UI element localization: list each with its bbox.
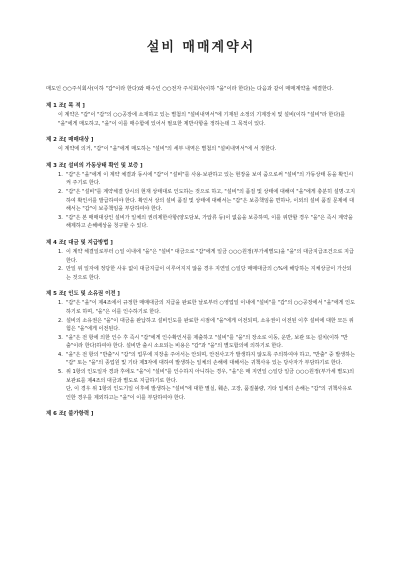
article-4-item: 1. 이 계약 체결일로부터 ○일 이내에 "을"은 "설비" 대금으로 "갑"에게 일금 ○○○원정(부가세별도)을 "을"의 대금지급조건으로 지급한다. (58, 248, 354, 264)
article-5-item: 3. "을"은 전 항에 의한 인수 후 즉시 "갑"에게 인수확인서를 제출하고 "설비"를 "을"의 장소로 이동, 운반, 보관 또는 설치(이하 "반출"이라 한다)하여야 한다. 설비반 출시 소요되는 비용은 "갑"과 "을"의 별도합의에 의하기로 한다. (58, 334, 348, 350)
article-1-body: 이 계약은 "갑"이 "갑"의 ○○공장에 소재하고 있는 별첨의 "설비내역서"에 기재된 소정의 기계장치 및 설비(이하 "설비"라 한다)를 "을"에게 매도하고, "을"이 이를 매수함에 있어서 필요한 제반사항을 정하는데 그 목적이 있다. (58, 112, 346, 127)
article-3-item: 2. "갑"은 "설비"를 계약체결 당시의 현재 상태대로 인도하는 것으로 하고, "설비"의 품질 및 상태에 대해여 "을"에게 충분히 설명·고지하여 확인서를 발급하여야 한다. 확인서 상의 설비 품질 및 상태에 대해서는 "갑"은 보증책임을 면하나, 이외의 설비 품질 문제에 대해서는 "갑"이 보증책임을 부담하여야 한다. (58, 188, 355, 213)
article-5-title: 제 5 조[ 인도 및 소유권 이전 ] (46, 291, 120, 298)
article-2-title: 제 2 조[ 매매대상 ] (46, 137, 94, 144)
article-5-item: 4. "을"은 전 항의 "반출"시 "갑"의 업무에 지장을 주어서는 안되며, 안전사고가 발생하지 않도록 주의하여야 하고, "반출" 중 발생하는 "갑" 또는 "을"의 종업원 및 기타 제3자에 대하여 발생하는 일체의 손해에 대해서는 귀책사유 있는 당사자가 부담하기로 한다. (58, 351, 355, 367)
intro-paragraph: 매도인 ○○주식회사(이하 "갑"이라 한다)와 매수인 ○○전자 주식회사(이하 "을"이라 한다)는 다음과 같이 매매계약을 체결한다. (46, 86, 334, 92)
article-3-item: 1. "갑"은 "을"에게 이 계약 체결과 동시에 "갑"이 "설비"를 사용·보관하고 있는 현장을 보여 줌으로써 "설비"의 가동상태 등을 확인시켜 주기로 한다. (58, 171, 354, 187)
article-5-item: 2. 설비의 소유권은 "을"이 대금을 완납하고 설비인도를 완료한 시점에 "을"에게 이전되며, 소유권이 이전된 이후 설비에 대한 모든 위험은 "을"에게 이전된다. (58, 317, 354, 333)
article-3-title: 제 3 조[ 설비의 가동상태 확인 및 보증 ] (46, 162, 143, 169)
article-1-title: 제 1 조[ 목 적 ] (46, 103, 85, 109)
article-4-title: 제 4 조[ 대금 및 지급방법 ] (46, 239, 113, 246)
article-5-note: 단, 이 경우 위 1항의 인도기일 이후에 발생하는 "설비"에 대한 멸실, 훼손, 고장, 품질불량, 기타 일체의 손해는 "갑"의 귀책사유로 인한 경우를 제외하고는 "을"이 이를 부담하여야 한다. (66, 386, 353, 401)
article-5-item: 1. "갑"은 "을"이 제4조에서 규정한 매매대금의 지급을 완료한 날로부터 ○영업일 이내에 "설비"를 "갑"의 ○○공장에서 "을"에게 인도하기로 하며, "을"은 이를 인수하기로 한다. (58, 300, 356, 315)
article-6-title: 제 6 조[ 불가항력 ] (46, 411, 94, 418)
article-2-body: 이 계약에 의거, "갑"이 "을"에게 매도하는 "설비"의 세부 내역은 별첨의 "설비내역서"에 서 정한다. (58, 146, 277, 153)
article-3-item: 3. "갑"은 본 매매대상인 설비가 일체의 권리제한사항(양도담보, 가압류 등)이 없음을 보증하며, 이를 위반할 경우 "을"은 즉시 계약을 해제하고 손해배상을 청구할 수 있다. (58, 214, 353, 230)
document-title: 설비 매매계약서 (146, 40, 256, 55)
article-4-item: 2. 만일 위 일자에 정당한 사유 없이 대금지급이 이루어지지 않을 경우 지연일 ○일당 매매대금의 ○%에 해당하는 지체상금이 가산되는 것으로 한다. (58, 266, 352, 281)
article-5-item: 5. 위 1항의 인도일자 경과 후에도 "을"이 "설비"를 인수하지 아니하는 경우, "을"은 매 지연일 ○일당 일금 ○○○원정(부가세 별도)의 보관료를 제4조의 대금과 별도로 지급하기로 한다. (58, 369, 355, 384)
